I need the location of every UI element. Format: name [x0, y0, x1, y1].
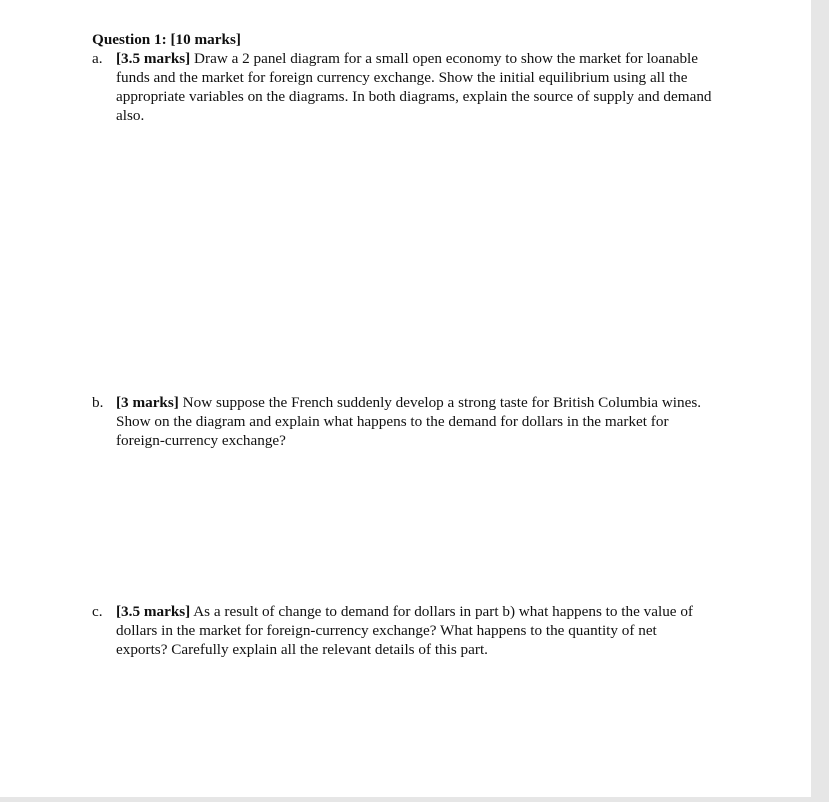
- part-text: [116, 49, 712, 125]
- part-letter: c.: [92, 603, 103, 620]
- part-letter: a.: [92, 50, 103, 67]
- part-text: [116, 602, 712, 659]
- part-marks: [3.5 marks]: [116, 50, 191, 67]
- question-heading: Question 1: [10 marks]: [92, 31, 241, 48]
- part-description: As a result of change to demand for dollars in part b) what happens to the value of dollars in the market for foreign-currency exchange? What happens to the quantity of net exports? Carefully explain all the relevant details of this part.: [116, 603, 693, 658]
- question-part-a: [92, 49, 712, 125]
- part-marks: [3.5 marks]: [116, 603, 191, 620]
- part-marks: [3 marks]: [116, 394, 179, 411]
- question-part-c: [92, 602, 712, 659]
- part-letter: b.: [92, 394, 104, 411]
- part-description: Draw a 2 panel diagram for a small open economy to show the market for loanable funds and the market for foreign currency exchange. Show the initial equilibrium using all the appropriate variables on the diagrams. In both diagrams, explain the source of supply and demand also.: [116, 50, 712, 124]
- part-description: Now suppose the French suddenly develop a strong taste for British Columbia wines. Show on the diagram and explain what happens to the demand for dollars in the market for foreign-currency exchange?: [116, 394, 702, 449]
- question-part-b: [92, 393, 712, 450]
- part-text: [116, 393, 712, 450]
